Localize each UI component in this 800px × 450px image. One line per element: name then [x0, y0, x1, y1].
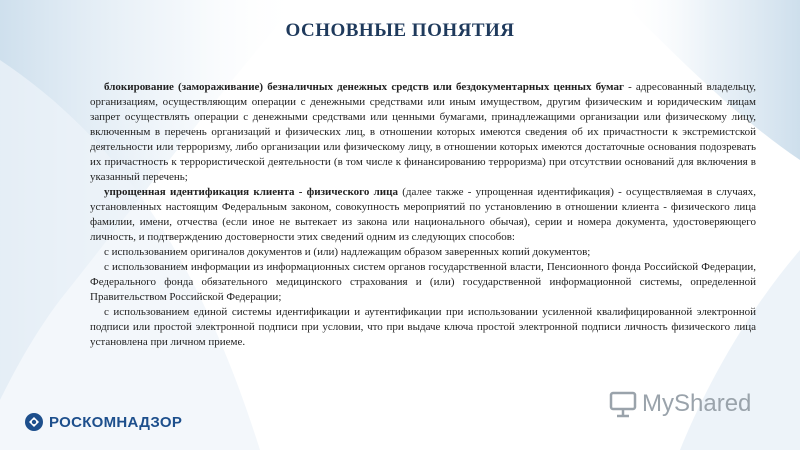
paragraph-blocking [90, 80, 756, 185]
watermark-text: MyShared [642, 390, 752, 417]
slide-body [90, 80, 756, 350]
roskomnadzor-emblem-icon [24, 412, 44, 432]
roskomnadzor-logo [24, 412, 182, 432]
list-item: с использованием информации из информационных систем органов государственной власти, Пенсионного фонда Российской Федерации, Федерального фонда обязательного медицинского страхования и (или) государственной информационной системы, определенной Правительством Российской Федерации; [90, 261, 756, 303]
term-simplified-identification: упрощенная идентификация клиента - физического лица [104, 186, 398, 198]
slide-title: ОСНОВНЫЕ ПОНЯТИЯ [285, 20, 515, 41]
myshared-watermark[interactable] [608, 389, 751, 419]
term-blocking: блокирование (замораживание) безналичных денежных средств или бездокументарных ценных бумаг [104, 81, 624, 93]
definition-simplified-identification: (далее также - упрощенная идентификация) - осуществляемая в случаях, установленных настоящим Федеральным законом, совокупность мероприятий по установлению в отношении клиента - физического лица фамилии, имени, отчества (если иное не вытекает из закона или национального обычая), серии и номера документа, удостоверяющего личность, и подтверждению достоверности этих сведений одним из следующих способов: [90, 186, 756, 243]
presentation-board-icon [608, 389, 638, 419]
list-item: с использованием единой системы идентификации и аутентификации при использовании усиленной квалифицированной электронной подписи или простой электронной подписи при условии, что при выдаче ключа простой электронной подписи личность физического лица установлена при личном приеме. [90, 306, 756, 348]
paragraph-simplified-identification [90, 185, 756, 245]
definition-blocking: - адресованный владельцу, организациям, осуществляющим операции с денежными средствами или иным имуществом, другим физическим и юридическим лицам запрет осуществлять операции с денежными средствами или ценными бумагами, принадлежащими организации или физическому лицу, включенным в перечень организаций и физических лиц, в отношении которых имеются сведения об их причастности к экстремистской деятельности или терроризму, либо организации или физическому лицу, в отношении которых имеются достаточные основания подозревать их причастность к террористической деятельности (в том числе к финансированию терроризма) при отсутствии оснований для включения в указанный перечень; [90, 81, 756, 183]
list-item: с использованием оригиналов документов и (или) надлежащим образом заверенных копий документов; [104, 246, 591, 258]
logo-text: РОСКОМНАДЗОР [49, 413, 183, 431]
